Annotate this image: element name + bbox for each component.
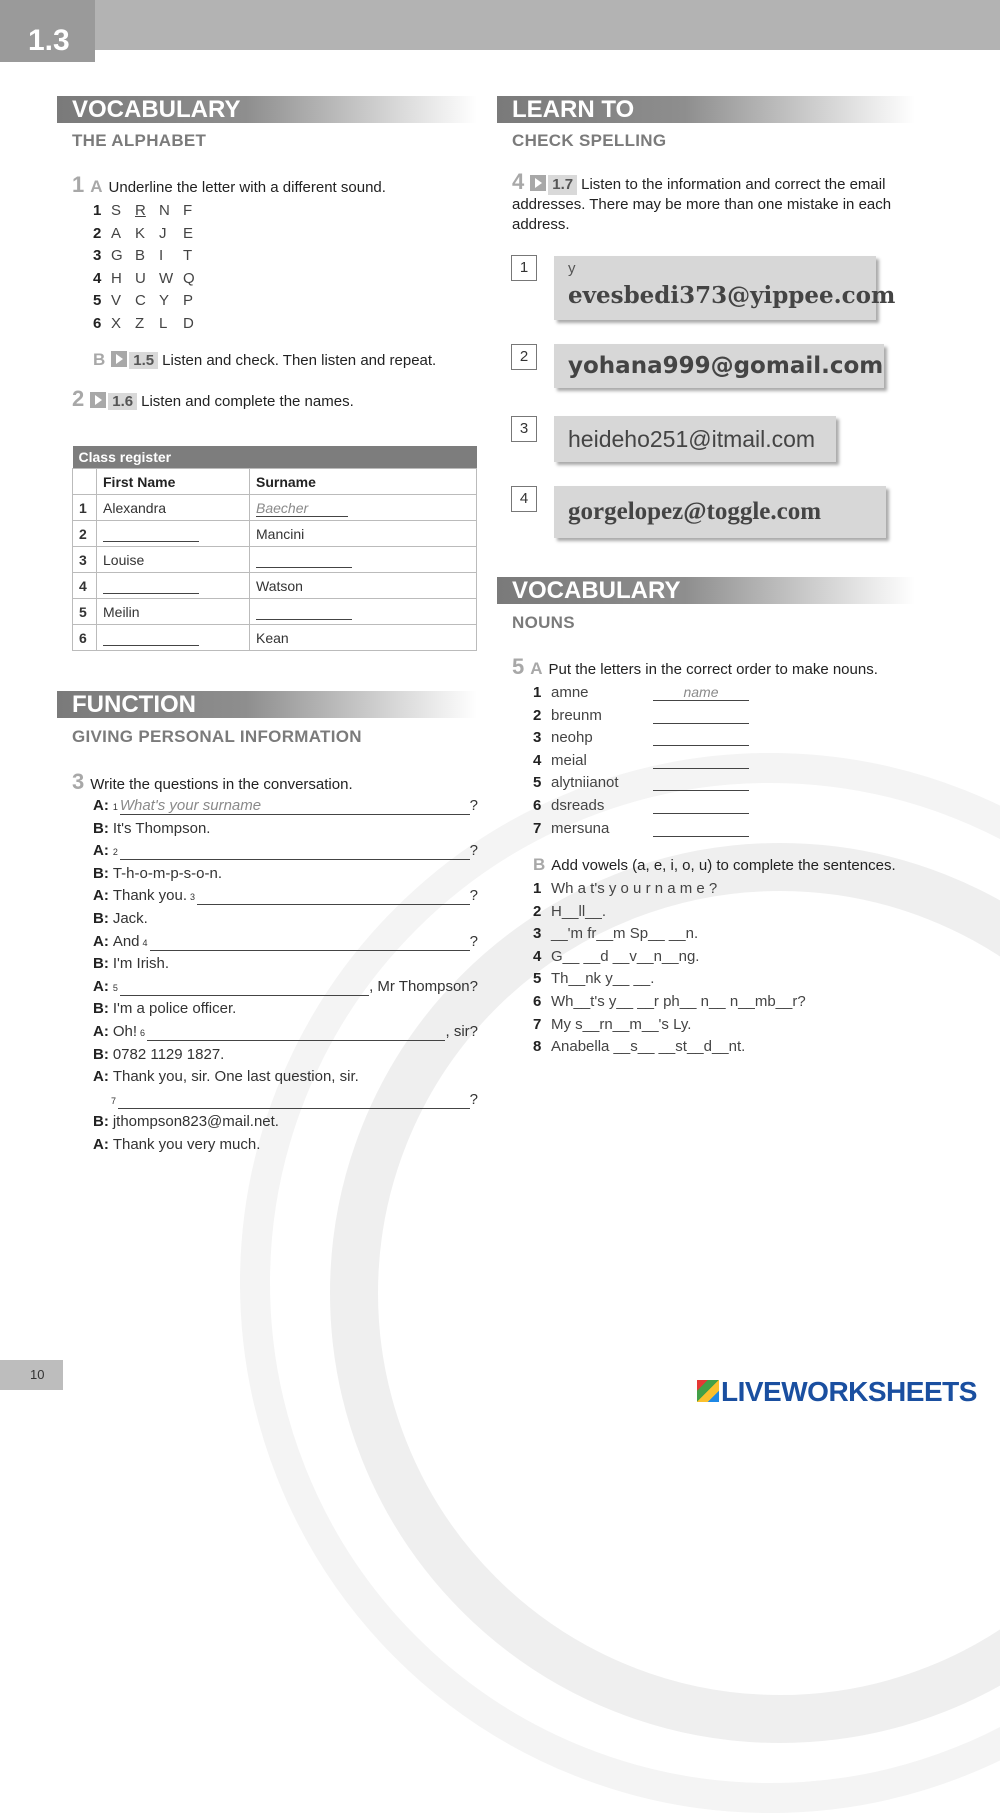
alphabet-letter[interactable]: X	[111, 315, 122, 332]
alphabet-letter[interactable]: P	[183, 292, 194, 310]
email-number-2: 2	[511, 344, 537, 370]
dialogue-line	[93, 1091, 478, 1109]
answer-blank[interactable]	[103, 632, 199, 646]
speaker-label: A:	[93, 977, 109, 995]
speaker-label: B:	[93, 955, 109, 973]
alphabet-letter[interactable]: Z	[135, 315, 145, 332]
answer-blank[interactable]	[256, 606, 352, 620]
row-number: 7	[533, 1015, 542, 1033]
sentence-text[interactable]: My s__rn__m__'s Ly.	[551, 1015, 692, 1033]
line-ending: , sir?	[445, 1023, 478, 1040]
sentence-text[interactable]: Th__nk y__ __.	[551, 970, 655, 988]
brand-name: LIVEWORKSHEETS	[721, 1376, 977, 1407]
line-text: Jack.	[112, 910, 148, 927]
column-header-first-name: First Name	[97, 469, 250, 495]
alphabet-letter[interactable]: W	[159, 269, 174, 287]
answer-blank[interactable]	[103, 580, 199, 594]
instruction-text: Write the questions in the conversation.	[90, 776, 353, 793]
question-number: 1	[112, 802, 118, 812]
speaker-label: B:	[93, 864, 109, 882]
row-number: 5	[533, 970, 542, 988]
section-subheading-check-spelling: CHECK SPELLING	[512, 131, 667, 150]
answer-blank[interactable]	[103, 528, 199, 542]
vowel-sentence[interactable]	[533, 1016, 833, 1033]
vowel-sentence[interactable]	[533, 970, 833, 987]
scrambled-word: alytniianot	[551, 774, 619, 792]
surname-cell	[250, 625, 477, 651]
alphabet-letter[interactable]: B	[135, 247, 146, 265]
noun-row	[533, 797, 763, 814]
line-text: And	[112, 932, 140, 950]
exercise-5b-instruction	[533, 855, 896, 875]
exercise-5a-instruction	[512, 654, 878, 680]
dialogue-line	[93, 955, 478, 972]
alphabet-letter[interactable]: L	[159, 315, 168, 332]
first-name-cell: Louise	[97, 547, 250, 573]
exercise-1b-instruction	[93, 350, 436, 370]
scrambled-word: amne	[551, 684, 589, 701]
table-row	[73, 625, 477, 651]
row-number: 8	[533, 1038, 542, 1056]
vowel-sentence[interactable]	[533, 1038, 833, 1055]
audio-play-icon[interactable]	[530, 175, 546, 191]
alphabet-letter[interactable]: F	[183, 202, 193, 219]
surname-cell	[250, 495, 477, 521]
surname-cell[interactable]	[250, 547, 477, 573]
exercise-letter: A	[90, 177, 103, 196]
line-ending: ?	[469, 1090, 478, 1108]
vowel-sentence[interactable]	[533, 880, 833, 897]
exercise-number: 4	[512, 169, 525, 194]
surname-cell	[250, 573, 477, 599]
exercise-number: 5	[512, 654, 525, 679]
line-text: It's Thompson.	[112, 819, 211, 837]
sentence-text[interactable]: Anabella __s__ __st__d__nt.	[551, 1038, 746, 1056]
dialogue-line	[93, 978, 478, 996]
noun-row	[533, 707, 763, 724]
row-number: 5	[533, 774, 542, 792]
email-number-4: 4	[511, 486, 537, 512]
vowel-sentence[interactable]	[533, 903, 833, 920]
speaker-label: A:	[93, 1136, 109, 1153]
noun-row	[533, 774, 763, 791]
email-card-3[interactable]: heideho251@itmail.com	[554, 416, 836, 462]
header-blank-cell	[73, 469, 97, 495]
answer-blank[interactable]	[653, 752, 749, 769]
alphabet-letter[interactable]: J	[159, 224, 167, 242]
line-text: T-h-o-m-p-s-o-n.	[112, 864, 223, 882]
sentence-text[interactable]: G__ __d __v__n__ng.	[551, 947, 700, 965]
register-body	[73, 495, 477, 651]
sentence-text[interactable]: Wh__t's y__ __r ph__ n__ n__mb__r?	[551, 993, 806, 1010]
dialogue-line	[93, 910, 478, 927]
answer-blank[interactable]	[120, 978, 369, 996]
email-address: evesbedi373@yippee.com	[568, 282, 896, 309]
speaker-label: B:	[93, 910, 109, 927]
surname-cell	[250, 521, 477, 547]
alphabet-letter[interactable]: Y	[159, 292, 170, 310]
section-subheading-alphabet: THE ALPHABET	[72, 131, 207, 150]
alphabet-letter[interactable]: D	[183, 315, 194, 332]
email-number-3: 3	[511, 416, 537, 442]
speaker-label: B:	[93, 1113, 109, 1131]
sentence-text[interactable]: __'m fr__m Sp__ __n.	[551, 925, 699, 943]
scrambled-word: meial	[551, 751, 587, 769]
speaker-label: A:	[93, 797, 109, 814]
line-text: Thank you, sir. One last question, sir.	[112, 1068, 359, 1086]
first-name-cell[interactable]	[97, 573, 250, 599]
section-subheading-nouns: NOUNS	[512, 613, 575, 632]
question-number: 4	[142, 937, 148, 948]
alphabet-row	[93, 202, 207, 219]
answer-blank[interactable]	[653, 707, 749, 724]
audio-track-number: 1.6	[108, 393, 137, 410]
scrambled-word: breunm	[551, 706, 602, 724]
speaker-label: A:	[93, 1023, 109, 1040]
dialogue-line	[93, 1023, 478, 1041]
line-text: I'm a police officer.	[112, 1000, 237, 1018]
email-card-4[interactable]: gorgelopez@toggle.com	[554, 486, 886, 538]
noun-row	[533, 684, 763, 701]
table-row	[73, 599, 477, 625]
top-bar	[95, 0, 1000, 50]
unit-number: 1.3	[0, 0, 95, 62]
section-heading-vocabulary: VOCABULARY	[57, 96, 477, 123]
answer-blank[interactable]	[653, 774, 749, 791]
noun-row	[533, 820, 763, 837]
alphabet-letter[interactable]: A	[111, 224, 122, 242]
row-number: 6	[533, 797, 542, 814]
row-number: 4	[73, 573, 97, 599]
answer-blank[interactable]	[120, 842, 470, 860]
exercise-number: 1	[72, 172, 85, 197]
answer-blank[interactable]	[118, 1091, 470, 1109]
section-heading-function: FUNCTION	[57, 691, 477, 718]
alphabet-letter[interactable]: E	[183, 224, 194, 242]
row-number: 4	[93, 269, 102, 287]
instruction-text: Put the letters in the correct order to make nouns.	[548, 661, 878, 678]
alphabet-letter[interactable]: S	[111, 202, 122, 219]
row-number: 1	[533, 684, 542, 701]
audio-play-icon[interactable]	[111, 351, 127, 367]
dialogue-line	[93, 1046, 478, 1063]
section-subheading-personal-info: GIVING PERSONAL INFORMATION	[72, 727, 362, 746]
audio-track-number: 1.7	[548, 175, 577, 195]
dialogue-line	[93, 1136, 478, 1153]
surname-text: Mancini	[256, 525, 305, 542]
table-row	[73, 547, 477, 573]
email-card-2[interactable]: yohana999@gomail.com	[554, 344, 884, 388]
exercise-number: 2	[72, 386, 85, 411]
answer-blank[interactable]: What's your surname	[120, 797, 470, 815]
table-row	[73, 573, 477, 599]
alphabet-row	[93, 270, 207, 287]
exercise-letter: B	[93, 350, 106, 369]
row-number: 2	[533, 902, 542, 920]
instruction-text: Listen and check. Then listen and repeat.	[162, 352, 437, 369]
column-header-surname: Surname	[250, 469, 477, 495]
alphabet-letter[interactable]: Q	[183, 269, 195, 287]
first-name-cell: Alexandra	[97, 495, 250, 521]
answer-blank[interactable]: name	[653, 684, 749, 701]
speaker-label: B:	[93, 1045, 109, 1063]
table-row	[73, 521, 477, 547]
surname-text: Baecher	[256, 500, 348, 517]
exercise-number: 3	[72, 769, 85, 794]
row-number: 1	[73, 495, 97, 521]
dialogue-line	[93, 887, 478, 905]
instruction-text: Underline the letter with a different sound.	[108, 179, 386, 196]
speaker-label: A:	[93, 842, 109, 860]
table-row	[73, 495, 477, 521]
row-number: 3	[533, 729, 542, 747]
alphabet-row	[93, 315, 207, 332]
dialogue-line	[93, 933, 478, 951]
instruction-text: Listen to the information and correct the email addresses. There may be more than one mistake in each address.	[512, 176, 892, 233]
row-number: 1	[533, 880, 542, 897]
row-number: 3	[533, 925, 542, 943]
alphabet-letter[interactable]: K	[135, 224, 146, 242]
vowel-sentence[interactable]	[533, 948, 833, 965]
alphabet-letter[interactable]: N	[159, 202, 170, 219]
scrambled-word: dsreads	[551, 797, 605, 814]
scrambled-word: neohp	[551, 729, 593, 747]
surname-text: Watson	[256, 577, 303, 594]
first-name-cell[interactable]	[97, 521, 250, 547]
answer-blank[interactable]	[147, 1023, 445, 1041]
section-heading-learn-to: LEARN TO	[497, 96, 915, 123]
row-number: 1	[93, 202, 102, 219]
first-name-cell: Meilin	[97, 599, 250, 625]
email-answer-input[interactable]: y	[568, 260, 576, 277]
alphabet-row	[93, 247, 207, 264]
surname-text: Kean	[256, 629, 289, 646]
exercise-letter: B	[533, 855, 546, 874]
audio-play-icon[interactable]	[90, 392, 106, 408]
answer-blank[interactable]	[197, 887, 470, 905]
vowel-sentence[interactable]	[533, 925, 833, 942]
page-number: 10	[0, 1360, 63, 1390]
instruction-text: Listen and complete the names.	[141, 393, 354, 410]
row-number: 5	[73, 599, 97, 625]
alphabet-letter[interactable]: G	[111, 247, 123, 265]
surname-cell[interactable]	[250, 599, 477, 625]
exercise-3-instruction	[72, 769, 353, 795]
noun-row	[533, 752, 763, 769]
line-ending: , Mr Thompson?	[369, 977, 478, 995]
row-number: 2	[73, 521, 97, 547]
section-heading-vocabulary-nouns: VOCABULARY	[497, 577, 915, 604]
alphabet-letter[interactable]: U	[135, 269, 146, 287]
exercise-2-instruction	[72, 386, 354, 412]
line-ending: ?	[469, 842, 478, 860]
row-number: 4	[533, 947, 542, 965]
alphabet-letter[interactable]: C	[135, 292, 146, 310]
alphabet-row	[93, 225, 207, 242]
speaker-label: B:	[93, 1000, 109, 1018]
dialogue-line	[93, 842, 478, 860]
line-text: Thank you.	[112, 887, 188, 905]
answer-blank[interactable]	[653, 820, 749, 837]
row-number: 6	[73, 625, 97, 651]
alphabet-row	[93, 292, 207, 309]
speaker-label: B:	[93, 819, 109, 837]
vowel-sentence[interactable]	[533, 993, 833, 1010]
dialogue-line	[93, 865, 478, 882]
row-number: 3	[93, 247, 102, 265]
speaker-label: A:	[93, 932, 109, 950]
liveworksheets-logo	[697, 1376, 977, 1408]
class-register-table	[72, 446, 477, 651]
line-ending: ?	[469, 887, 478, 905]
instruction-text: Add vowels (a, e, i, o, u) to complete the sentences.	[551, 857, 896, 874]
answer-blank[interactable]	[653, 797, 749, 814]
question-number: 2	[112, 847, 118, 858]
question-number: 3	[190, 892, 196, 903]
row-number: 5	[93, 292, 102, 310]
answer-blank[interactable]	[256, 554, 352, 568]
email-card-1	[554, 256, 896, 320]
row-number: 2	[533, 706, 542, 724]
alphabet-letter[interactable]: R	[135, 202, 146, 219]
dialogue-line	[93, 820, 478, 837]
row-number: 6	[533, 993, 542, 1010]
speaker-label: A:	[93, 1068, 109, 1086]
row-number: 7	[533, 819, 542, 837]
line-text: Thank you very much.	[112, 1136, 261, 1153]
dialogue-line	[93, 1068, 478, 1085]
row-number: 4	[533, 751, 542, 769]
exercise-4-instruction	[512, 169, 892, 235]
alphabet-letter[interactable]: H	[111, 269, 122, 287]
dialogue-line	[93, 797, 478, 815]
row-number: 2	[93, 224, 102, 242]
row-number: 3	[73, 547, 97, 573]
speaker-label: A:	[93, 887, 109, 905]
line-text: I'm Irish.	[112, 955, 170, 973]
line-ending: ?	[469, 932, 478, 950]
alphabet-letter[interactable]: I	[159, 247, 164, 265]
dialogue-line	[93, 1000, 478, 1017]
logo-icon	[697, 1380, 719, 1402]
exercise-letter: A	[530, 659, 543, 678]
row-number: 6	[93, 315, 102, 332]
email-number-1: 1	[511, 255, 537, 281]
line-ending: ?	[469, 797, 478, 814]
first-name-cell[interactable]	[97, 625, 250, 651]
exercise-1a-instruction	[72, 172, 386, 198]
answer-blank[interactable]	[653, 729, 749, 746]
question-number: 6	[140, 1028, 146, 1038]
dialogue-line	[93, 1113, 478, 1130]
answer-blank[interactable]	[150, 933, 470, 951]
noun-row	[533, 729, 763, 746]
alphabet-letter[interactable]: V	[111, 292, 122, 310]
table-caption: Class register	[73, 446, 477, 469]
line-text: Oh!	[112, 1023, 138, 1040]
sentence-text[interactable]: H__ll__.	[551, 902, 607, 920]
line-text: 0782 1129 1827.	[112, 1045, 225, 1063]
alphabet-letter[interactable]: T	[183, 247, 193, 265]
scrambled-word: mersuna	[551, 819, 610, 837]
line-text: jthompson823@mail.net.	[112, 1113, 279, 1131]
sentence-text[interactable]: Wh a t's y o u r n a m e ?	[551, 880, 718, 897]
question-number: 5	[112, 982, 118, 993]
audio-track-number: 1.5	[129, 352, 158, 369]
question-number: 7	[111, 1095, 117, 1106]
